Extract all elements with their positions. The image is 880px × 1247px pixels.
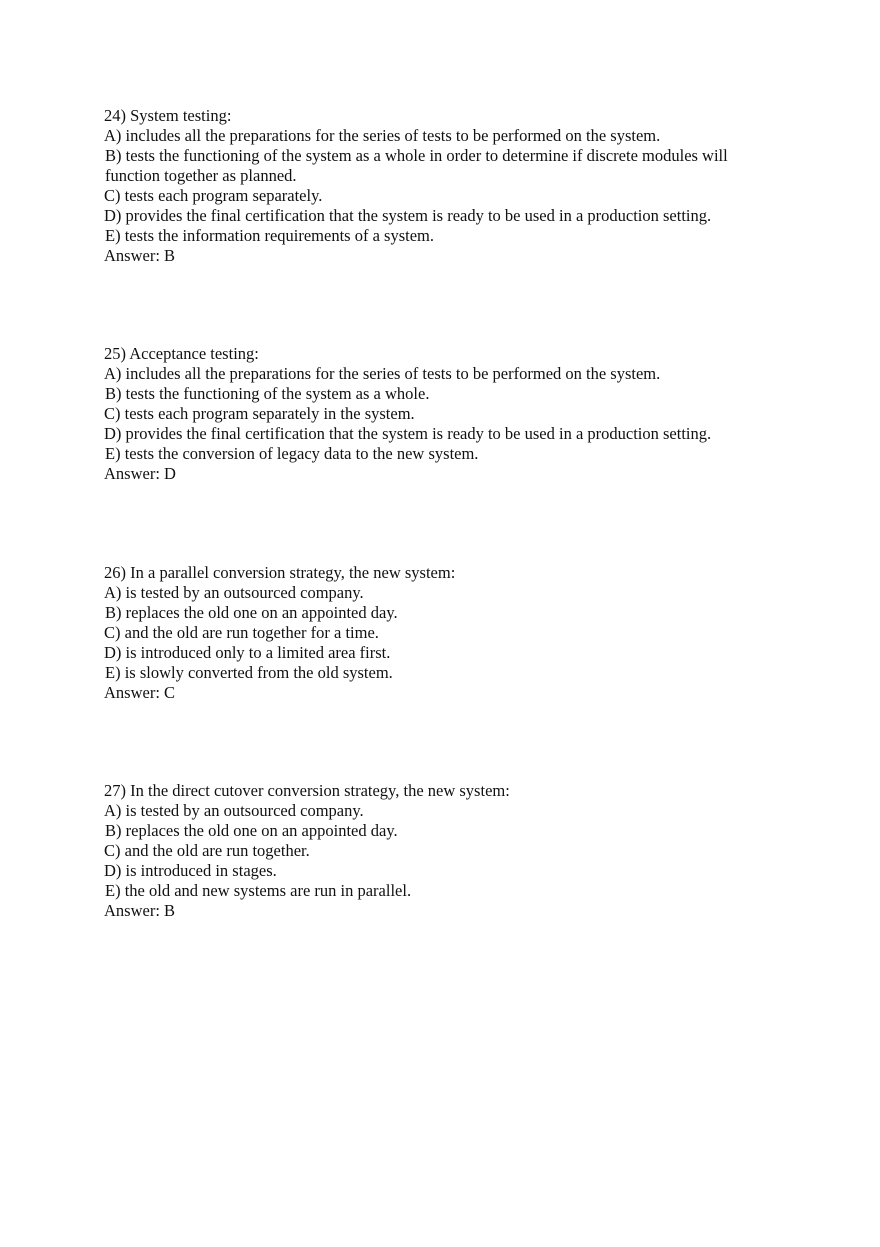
option-e: E) is slowly converted from the old system. — [105, 663, 393, 682]
option-c: C) and the old are run together. — [104, 841, 310, 860]
option-d: D) provides the final certification that the system is ready to be used in a production setting. — [104, 206, 712, 225]
option-b: B) tests the functioning of the system as a whole in order to determine if discrete modules will function together as planned. — [105, 146, 728, 185]
question-25 — [104, 344, 784, 484]
question-stem: 24) System testing: — [104, 106, 232, 125]
option-b: B) replaces the old one on an appointed day. — [105, 821, 398, 840]
question-stem: 26) In a parallel conversion strategy, the new system: — [104, 563, 456, 582]
option-d: D) provides the final certification that the system is ready to be used in a production setting. — [104, 424, 712, 443]
option-b: B) replaces the old one on an appointed day. — [105, 603, 398, 622]
question-24 — [104, 106, 784, 266]
option-d: D) is introduced in stages. — [104, 861, 277, 880]
option-a: A) includes all the preparations for the series of tests to be performed on the system. — [104, 364, 661, 383]
option-c: C) tests each program separately in the system. — [104, 404, 415, 423]
option-c: C) tests each program separately. — [104, 186, 323, 205]
option-a: A) includes all the preparations for the series of tests to be performed on the system. — [104, 126, 661, 145]
option-c: C) and the old are run together for a time. — [104, 623, 379, 642]
question-26 — [104, 563, 784, 703]
question-27 — [104, 781, 784, 921]
question-stem: 25) Acceptance testing: — [104, 344, 259, 363]
answer: Answer: C — [104, 683, 176, 702]
option-e: E) tests the information requirements of a system. — [105, 226, 435, 245]
answer: Answer: B — [104, 901, 176, 920]
option-b: B) tests the functioning of the system as a whole. — [105, 384, 430, 403]
option-e: E) tests the conversion of legacy data to the new system. — [105, 444, 479, 463]
option-a: A) is tested by an outsourced company. — [104, 583, 364, 602]
question-stem: 27) In the direct cutover conversion strategy, the new system: — [104, 781, 510, 800]
answer: Answer: B — [104, 246, 176, 265]
answer: Answer: D — [104, 464, 176, 483]
option-e: E) the old and new systems are run in parallel. — [105, 881, 412, 900]
option-a: A) is tested by an outsourced company. — [104, 801, 364, 820]
option-d: D) is introduced only to a limited area first. — [104, 643, 391, 662]
